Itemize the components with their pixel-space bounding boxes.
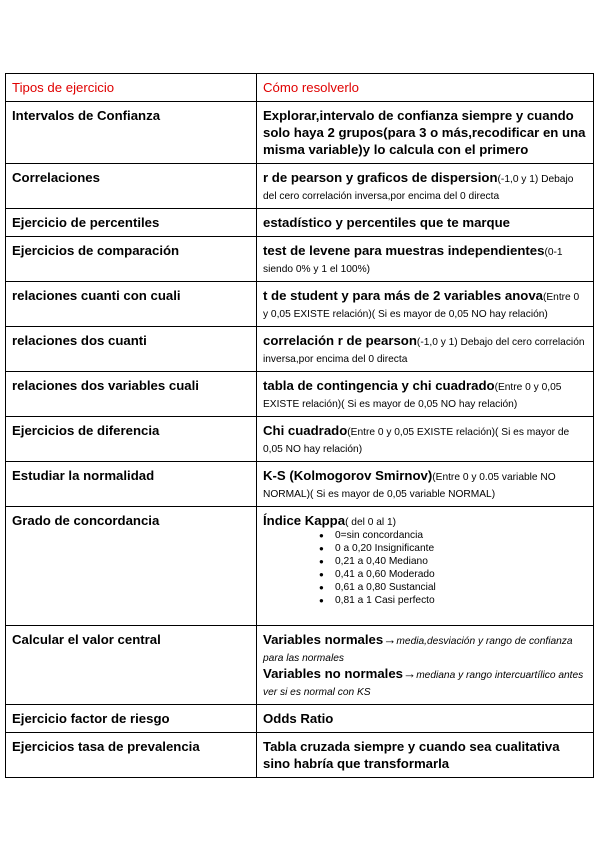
solution	[257, 417, 594, 462]
list-item: ● 0=sin concordancia	[335, 529, 587, 542]
solution-main: t de student y para más de 2 variables anova	[263, 288, 543, 303]
solution-main: Tabla cruzada siempre y cuando sea cualitativa sino habría que transformarla	[263, 739, 560, 771]
solution	[257, 507, 594, 626]
solution	[257, 237, 594, 282]
solution-main: Variables no normales	[263, 666, 403, 681]
solution	[257, 733, 594, 778]
exercise-type: Intervalos de Confianza	[6, 102, 257, 164]
solution	[257, 705, 594, 733]
header-how-to-solve: Cómo resolverlo	[257, 74, 594, 102]
solution-main: correlación r de pearson	[263, 333, 417, 348]
table-row	[6, 372, 594, 417]
solution	[257, 102, 594, 164]
exercise-table	[5, 73, 594, 778]
solution-main: tabla de contingencia y chi cuadrado	[263, 378, 495, 393]
table-row	[6, 237, 594, 282]
solution-main: test de levene para muestras independientes	[263, 243, 545, 258]
solution	[257, 462, 594, 507]
solution-note: (-1,0 y 1) Debajo del cero correlación inversa,por encima del 0 directa	[263, 337, 585, 365]
table-row	[6, 462, 594, 507]
solution-main: Variables normales	[263, 632, 384, 647]
table-row	[6, 705, 594, 733]
exercise-type: Ejercicio de percentiles	[6, 209, 257, 237]
solution-note: (-1,0 y 1) Debajo del cero correlación inversa,por encima del 0 directa	[263, 174, 574, 202]
solution-note: mediana y rango intercuartílico antes ver si es normal con KS	[263, 670, 584, 698]
arrow-icon: →	[383, 632, 397, 647]
solution-main: r de pearson y graficos de dispersion	[263, 170, 498, 185]
solution	[257, 282, 594, 327]
solution-note: (Entre 0 y 0,05 EXISTE relación)( Si es mayor de 0,05 NO hay relación)	[263, 292, 580, 320]
exercise-type: Estudiar la normalidad	[6, 462, 257, 507]
table-row	[6, 282, 594, 327]
table-row	[6, 733, 594, 778]
table-row	[6, 209, 594, 237]
table-row-kappa	[6, 507, 594, 626]
kappa-levels-list	[263, 529, 587, 607]
list-item: ● 0,81 a 1 Casi perfecto	[335, 594, 587, 607]
solution	[257, 209, 594, 237]
list-item: ● 0 a 0,20 Insignificante	[335, 542, 587, 555]
exercise-type: Calcular el valor central	[6, 626, 257, 705]
solution-main: Chi cuadrado	[263, 423, 348, 438]
table-row	[6, 164, 594, 209]
solution	[257, 164, 594, 209]
solution	[257, 327, 594, 372]
solution-note: (Entre 0 y 0,05 EXISTE relación)( Si es mayor de 0,05 NO hay relación)	[263, 427, 570, 455]
solution-note: (Entre 0 y 0,05 EXISTE relación)( Si es mayor de 0,05 NO hay relación)	[263, 382, 562, 410]
list-item: ● 0,21 a 0,40 Mediano	[335, 555, 587, 568]
table-header-row	[6, 74, 594, 102]
exercise-type: relaciones cuanti con cuali	[6, 282, 257, 327]
arrow-icon: →	[403, 666, 417, 681]
solution-main: Odds Ratio	[263, 711, 334, 726]
header-exercise-type: Tipos de ejercicio	[6, 74, 257, 102]
normal-variables-line	[263, 631, 587, 665]
solution-main: estadístico y percentiles que te marque	[263, 215, 510, 230]
table-row	[6, 327, 594, 372]
exercise-type: relaciones dos variables cuali	[6, 372, 257, 417]
non-normal-variables-line	[263, 665, 587, 699]
exercise-type: Ejercicios de diferencia	[6, 417, 257, 462]
solution-main: Explorar,intervalo de confianza siempre y cuando solo haya 2 grupos(para 3 o más,recodificar en una misma variable)y lo calcula con el primero	[263, 108, 586, 157]
solution-note: (Entre 0 y 0.05 variable NO NORMAL)( Si es mayor de 0,05 variable NORMAL)	[263, 472, 556, 500]
table-row-central	[6, 626, 594, 705]
exercise-type: Correlaciones	[6, 164, 257, 209]
exercise-type: Ejercicios tasa de prevalencia	[6, 733, 257, 778]
solution-note: ( del 0 al 1)	[345, 517, 397, 528]
table-row	[6, 417, 594, 462]
list-item: ● 0,61 a 0,80 Sustancial	[335, 581, 587, 594]
solution-note: (0-1 siendo 0% y 1 el 100%)	[263, 247, 563, 275]
exercise-type: Ejercicio factor de riesgo	[6, 705, 257, 733]
exercise-type: relaciones dos cuanti	[6, 327, 257, 372]
solution-note: media,desviación y rango de confianza para las normales	[263, 636, 573, 664]
solution-main: Índice Kappa	[263, 513, 346, 528]
solution	[257, 372, 594, 417]
exercise-type: Ejercicios de comparación	[6, 237, 257, 282]
exercise-type: Grado de concordancia	[6, 507, 257, 626]
table-row	[6, 102, 594, 164]
solution-main: K-S (Kolmogorov Smirnov)	[263, 468, 433, 483]
solution	[257, 626, 594, 705]
list-item: ● 0,41 a 0,60 Moderado	[335, 568, 587, 581]
